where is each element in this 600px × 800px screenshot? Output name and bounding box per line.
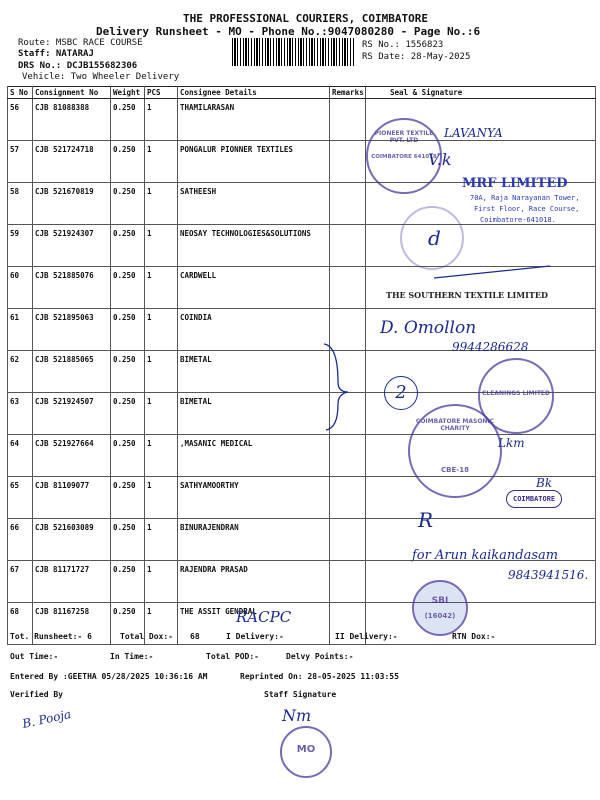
weight: 0.250	[111, 435, 145, 477]
consignee: PONGALUR PIONNER TEXTILES	[178, 141, 330, 183]
consignee: THE ASSIT GENDRAL	[178, 603, 330, 645]
sig-67-phone: 9843941516.	[508, 568, 589, 582]
remarks	[330, 99, 366, 141]
masonic-stamp-text: COIMBATORE MASONIC CHARITY	[415, 418, 495, 432]
weight: 0.250	[111, 351, 145, 393]
pcs: 1	[145, 351, 178, 393]
col-weight: Weight	[111, 87, 145, 99]
cleanings-stamp-text: CLEANINGS LIMITED	[481, 390, 550, 397]
remarks	[330, 141, 366, 183]
mrf-stamp-addr1: 70A, Raja Narayanan Tower,	[470, 194, 580, 202]
consignee: RAJENDRA PRASAD	[178, 561, 330, 603]
in-time: In Time:-	[110, 652, 154, 661]
remarks	[330, 477, 366, 519]
sno: 62	[8, 351, 33, 393]
out-time: Out Time:-	[10, 652, 59, 661]
col-pcs: PCS	[145, 87, 178, 99]
weight: 0.250	[111, 477, 145, 519]
pcs: 1	[145, 225, 178, 267]
sno: 64	[8, 435, 33, 477]
sno: 65	[8, 477, 33, 519]
consignment-no: CJB 521927664	[33, 435, 111, 477]
sno: 58	[8, 183, 33, 225]
masonic-stamp	[408, 404, 502, 498]
sbi-stamp-text: SBI	[431, 596, 449, 606]
consignment-no: CJB 81171727	[33, 561, 111, 603]
consignment-no: CJB 81109077	[33, 477, 111, 519]
weight: 0.250	[111, 183, 145, 225]
consignee: THAMILARASAN	[178, 99, 330, 141]
pioneer-stamp-subtext: COIMBATORE 641018	[371, 154, 437, 160]
delvy-points: Delvy Points:-	[286, 652, 354, 661]
mo-stamp	[280, 726, 332, 778]
sig-vk: V.k	[428, 150, 452, 169]
weight: 0.250	[111, 225, 145, 267]
consignee: SATHEESH	[178, 183, 330, 225]
weight: 0.250	[111, 519, 145, 561]
col-sno: S No	[8, 87, 33, 99]
pcs: 1	[145, 603, 178, 645]
consignee: COINDIA	[178, 309, 330, 351]
consignee: NEOSAY TECHNOLOGIES&SOLUTIONS	[178, 225, 330, 267]
staff-label: Staff: NATARAJ	[18, 49, 94, 59]
weight: 0.250	[111, 309, 145, 351]
table-header-row	[8, 87, 596, 99]
mrf-stamp-addr2: First Floor, Race Course,	[474, 205, 580, 213]
masonic-stamp-subtext: CBE-18	[441, 466, 469, 474]
consignment-no: CJB 81088388	[33, 99, 111, 141]
pcs: 1	[145, 99, 178, 141]
consignment-no: CJB 521885065	[33, 351, 111, 393]
pcs: 1	[145, 477, 178, 519]
sbi-stamp	[412, 580, 468, 636]
table-row	[8, 99, 596, 141]
sno: 66	[8, 519, 33, 561]
consignment-no: CJB 521895063	[33, 309, 111, 351]
sno: 67	[8, 561, 33, 603]
sbi-stamp-subtext: (16042)	[424, 612, 456, 620]
sig-60-line	[432, 262, 552, 282]
remarks	[330, 267, 366, 309]
col-consignee: Consignee Details	[178, 87, 330, 99]
sig-61-phone: 9944286628	[452, 340, 529, 354]
col-consignment: Consignment No	[33, 87, 111, 99]
sno: 68	[8, 603, 33, 645]
col-remarks: Remarks	[330, 87, 366, 99]
pcs: 1	[145, 267, 178, 309]
entered-by: Entered By :GEETHA 05/28/2025 10:36:16 AM	[10, 672, 208, 681]
southern-textile-stamp: THE SOUTHERN TEXTILE LIMITED	[386, 290, 548, 300]
weight: 0.250	[111, 141, 145, 183]
consignment-no: CJB 521724718	[33, 141, 111, 183]
rs-date: RS Date: 28-May-2025	[362, 52, 471, 62]
i-delivery: I Delivery:-	[226, 632, 284, 641]
pcs: 1	[145, 561, 178, 603]
weight: 0.250	[111, 561, 145, 603]
consignee: BINURAJENDRAN	[178, 519, 330, 561]
verified-by: Verified By	[10, 690, 63, 699]
reprinted-on: Reprinted On: 28-05-2025 11:03:55	[240, 672, 399, 681]
company-title: THE PROFESSIONAL COURIERS, COIMBATORE	[183, 12, 429, 25]
total-dox-label: Total Dox:-	[120, 632, 173, 641]
drs-label: DRS No.: DCJB155682306	[18, 61, 138, 71]
weight: 0.250	[111, 603, 145, 645]
pcs: 1	[145, 393, 178, 435]
runsheet-subtitle: Delivery Runsheet - MO - Phone No.:9047080280 - Page No.:6	[96, 25, 481, 38]
pcs: 1	[145, 519, 178, 561]
mo-stamp-text: MO	[296, 744, 316, 755]
consignee: BIMETAL	[178, 351, 330, 393]
sno: 57	[8, 141, 33, 183]
route-label: Route: MSBC RACE COURSE	[18, 38, 143, 48]
rs-number: RS No.: 1556823	[362, 40, 444, 50]
remarks	[330, 435, 366, 477]
consignment-no: CJB 521670819	[33, 183, 111, 225]
rtn-dox: RTN Dox:-	[452, 632, 496, 641]
remarks	[330, 519, 366, 561]
sig-59: d	[428, 226, 441, 250]
sno: 60	[8, 267, 33, 309]
ii-delivery: II Delivery:-	[335, 632, 398, 641]
mrf-stamp-title: MRF LIMITED	[462, 176, 568, 191]
consignment-no: CJB 521924307	[33, 225, 111, 267]
consignment-no: CJB 81167258	[33, 603, 111, 645]
weight: 0.250	[111, 99, 145, 141]
table-row	[8, 225, 596, 267]
remarks	[330, 183, 366, 225]
sig-65: Bk	[536, 476, 553, 490]
remarks	[330, 561, 366, 603]
pcs: 1	[145, 309, 178, 351]
bracket-mark	[322, 342, 352, 432]
sig-66: R	[418, 508, 434, 532]
consignee: SATHYAMOORTHY	[178, 477, 330, 519]
sig-lavanya: LAVANYA	[444, 126, 503, 140]
sno: 63	[8, 393, 33, 435]
sig-62-circled-2: 2	[384, 376, 418, 410]
consignee: CARDWELL	[178, 267, 330, 309]
sig-67-name: for Arun kaikandasam	[412, 548, 559, 563]
barcode	[232, 38, 354, 66]
vehicle-label: Vehicle: Two Wheeler Delivery	[22, 72, 180, 82]
consignee: ,MASANIC MEDICAL	[178, 435, 330, 477]
consignment-no: CJB 521603089	[33, 519, 111, 561]
col-seal: Seal & Signature	[366, 87, 596, 99]
consignee: BIMETAL	[178, 393, 330, 435]
consignment-no: CJB 521924507	[33, 393, 111, 435]
pcs: 1	[145, 435, 178, 477]
coimbatore-stamp: COIMBATORE	[506, 490, 562, 508]
mrf-stamp-addr3: Coimbatore-641018.	[480, 216, 556, 224]
sno: 56	[8, 99, 33, 141]
sno: 61	[8, 309, 33, 351]
sno: 59	[8, 225, 33, 267]
sig-61-name: D. Omollon	[380, 318, 477, 338]
sig-64: Lkm	[498, 436, 525, 450]
weight: 0.250	[111, 267, 145, 309]
verifier-signature: B. Pooja	[21, 707, 73, 731]
table-row	[8, 603, 596, 645]
tot-runsheet: Tot. Runsheet:- 6	[10, 632, 92, 641]
total-dox-value: 68	[190, 632, 200, 641]
staff-signature: Nm	[282, 706, 312, 725]
weight: 0.250	[111, 393, 145, 435]
pcs: 1	[145, 141, 178, 183]
sig-racpc: RACPC	[236, 608, 292, 626]
pcs: 1	[145, 183, 178, 225]
consignment-no: CJB 521885076	[33, 267, 111, 309]
staff-signature-label: Staff Signature	[264, 690, 337, 699]
pioneer-stamp-text: PIONEER TEXTILE PVT. LTD	[374, 130, 434, 144]
total-pod: Total POD:-	[206, 652, 259, 661]
remarks	[330, 225, 366, 267]
